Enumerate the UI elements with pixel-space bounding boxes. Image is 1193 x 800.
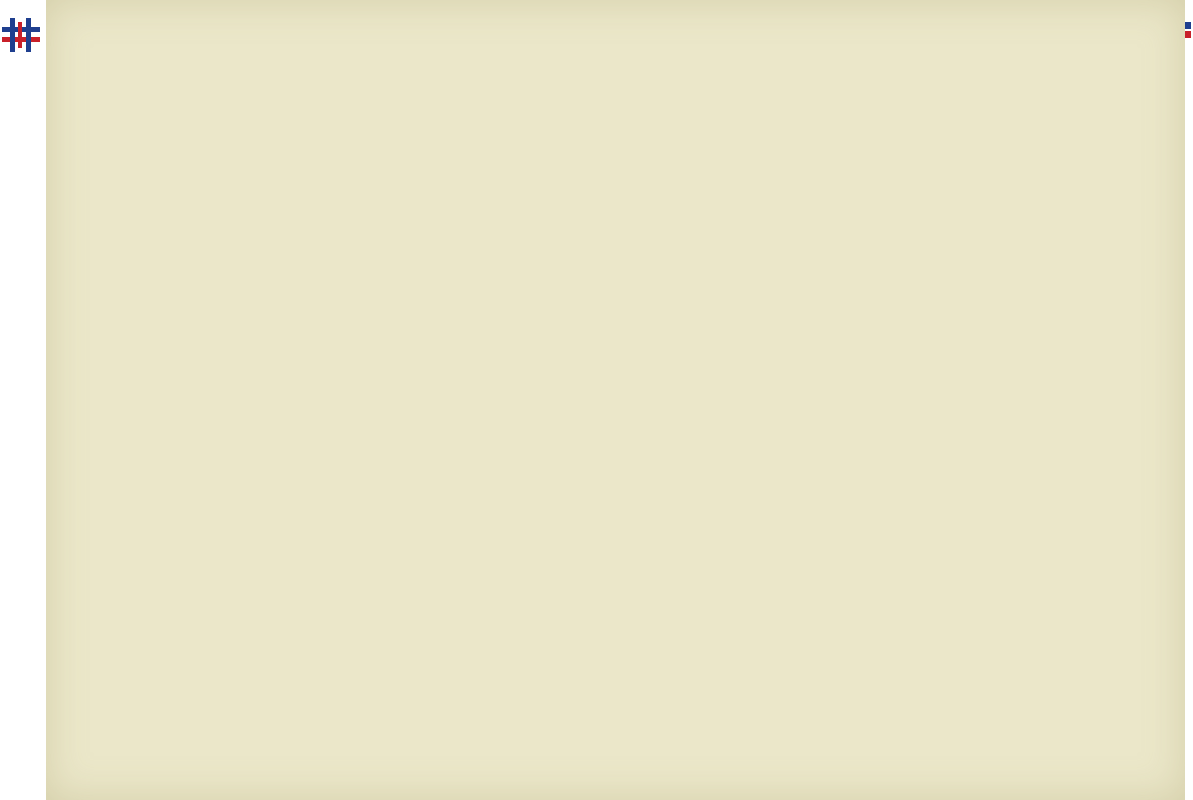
ornamental-divider-icon (880, 56, 896, 746)
right-edge-mark (1185, 22, 1191, 38)
ub-freiburg-logo-icon (2, 18, 40, 52)
right-margin (1185, 0, 1193, 800)
left-margin (0, 0, 46, 800)
scanned-page (46, 0, 1185, 800)
